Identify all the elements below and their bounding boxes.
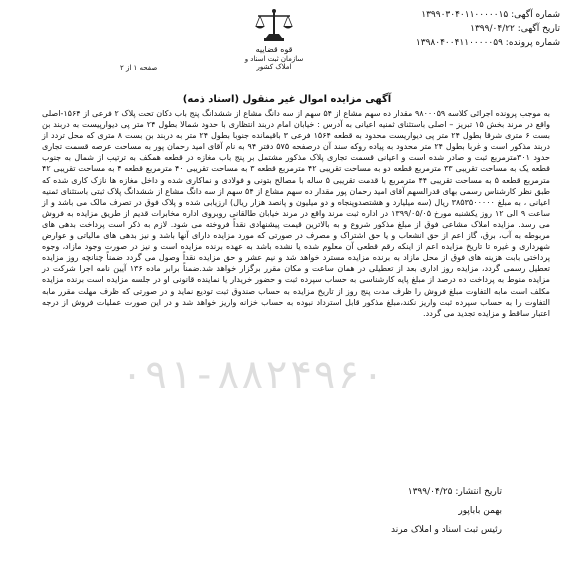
header-meta (416, 8, 560, 50)
page-number: صفحه ۱ از ۲ (120, 64, 158, 72)
scales-of-justice-icon (252, 8, 296, 44)
emblem-line-2: سازمان ثبت اسناد و املاک کشور (244, 55, 304, 71)
ad-number: شماره آگهی: ۱۳۹۹۰۳۰۴۰۱۱۰۰۰۰۰۱۵ (421, 10, 560, 20)
judiciary-emblem (239, 8, 309, 71)
emblem-line-1: قوه قضاییه (255, 45, 293, 54)
phone-watermark: ۰۹۱-۸۸۲۴۹۶۰ (120, 352, 385, 398)
document-body: به موجب پرونده اجرائی کلاسه ۹۸۰۰۰۵۹ مقدار ده سهم مشاع از ۵۴ سهم از سه دانگ مشاع از ششدانگ پنج باب دکان تحت پلاک ۲ فرعی از ۱۵۶۴-اصلی واقع در مرند بخش ۱۵ تبریز – اصلی باستثنای ثمنیه اعیانی به آدرس : خیابان امام دربند انتظاری با حدود شمالا بطول ۲۴ متر پی دیوارپیست به دربند بن بست ۶ متری شرقا بطول ۲۴ متر پی دیواریست محدود به قطعه ۱۵۶۴ فرعی ۳ باقیمانده جنوبا بطول ۲۴ متر به دربند بن بست ۸ متری که محل تردد از دربند مذکور است و غربا بطول ۲۴ متر محدود به پیاده روکه سند آن درصفحه ۵۷۵ دفتر ۹۴ به نام آقای امید رحمان پور به مساحت عرصه قسمت تجاری حدود ۳۰۱مترمربع ثبت و صادر شده است و اعیانی قسمت تجاری پلاک مذکور مشتمل بر پنج باب مغازه در قطعه همکف به ترتیب از شمال به جنوب قطعه یک به مساحت تقریبی ۳۳ مترمربع قطعه دو به مساحت تقریبی ۴۲ مترمربع قطعه ۳ به مساحت تقریبی ۴۰ مترمربع قطعه ۴ به مساحت تقریبی ۴۲ مترمربع قطعه ۵ به مساحت تقریبی ۴۴ مترمربع با قدمت تقریبی ۵ ساله با مصالح بتونی و فولادی و نماکاری شده و داخل مغازه ها نازک کاری شده که طبق نظر کارشناس رسمی بهای قدرالسهم آقای امید رحمان پور مقدار ده سهم مشاع از ۵۴ سهم از سه دانگ مشاع از ششدانگ پلاک ثبتی باستثنای ثمنیه اعیانی ، به مبلغ ۳۸۵۳۵۰۰۰۰۰ ریال (سه میلیارد و هشتصدوپنجاه و دو میلیون و پانصد هزار ریال) ارزیابی شده و پلاک فوق در تصرف مالک می باشد و از ساعت ۹ الی ۱۲ روز یکشنبه مورخ ۱۳۹۹/۰۵/۰۵ در اداره ثبت مرند واقع در مرند خیابان طالقانی روبروی اداره مخابرات قدیم از طریق مزایده به فروش می رسد. مزایده املاک مشاعی فوق از مبلغ مذکور شروع و به بالاترین قیمت پیشنهادی نقداً فروخته می شود. لازم به ذکر است پرداخت بدهی های مربوطه به آب، برق، گاز اعم از حق انشعاب و یا حق اشتراک و مصرف در صورتی که مورد مزایده دارای آنها باشد و نیز بدهی های مالیاتی و عوارض شهرداری و غیره تا تاریخ مزایده اعم از اینکه رقم قطعی آن معلوم شده یا نشده باشد به عهده برنده مزایده است و نیز در صورت وجود مازاد، وجوه پرداختی بابت هزینه های فوق از محل مازاد به برنده مزایده مسترد خواهد شد و نیم عشر و حق مزایده نقداً وصول می گردد ضمناً چنانچه روز مزایده تعطیل رسمی گردد، مزایده روز اداری بعد از تعطیلی در همان ساعت و مکان مقرر برگزار خواهد شد.ضمناً برابر ماده ۱۳۶ آیین نامه اجرا شرکت در مزایده منوط به پرداخت ده درصد از مبلغ پایه کارشناسی به حساب سپرده ثبت و حضور خریدار یا نماینده قانونی او در جلسه مزایده است برنده مزایده مکلف است مابه التفاوت مبلغ فروش را ظرف مدت پنج روز از تاریخ مزایده به حساب صندوق ثبت تودیع نماید و در صورتی که ظرف مهلت مقرر مابه التفاوت را به حساب سپرده ثبت واریز نکند،مبلغ مذکور قابل استرداد نبوده به حساب خزانه واریز خواهد شد و در این صورت عملیات فروش از درجه اعتبار ساقط و مزایده تجدید می گردد. (42, 109, 551, 318)
publish-date: تاریخ انتشار: ۱۳۹۹/۰۴/۲۵ (407, 487, 502, 497)
signer-title: رئیس ثبت اسناد و املاک مرند (390, 525, 502, 535)
document-footer (391, 483, 502, 540)
file-number: شماره پرونده: ۱۳۹۸۰۴۰۰۴۱۱۰۰۰۰۰۵۹ (415, 38, 560, 48)
signer-name: بهمن باباپور (458, 506, 502, 516)
document-title: آگهی مزایده اموال غیر منقول (اسناد ذمه) (182, 94, 392, 105)
ad-date: تاریخ آگهی: ۱۳۹۹/۰۴/۲۲ (470, 24, 560, 34)
